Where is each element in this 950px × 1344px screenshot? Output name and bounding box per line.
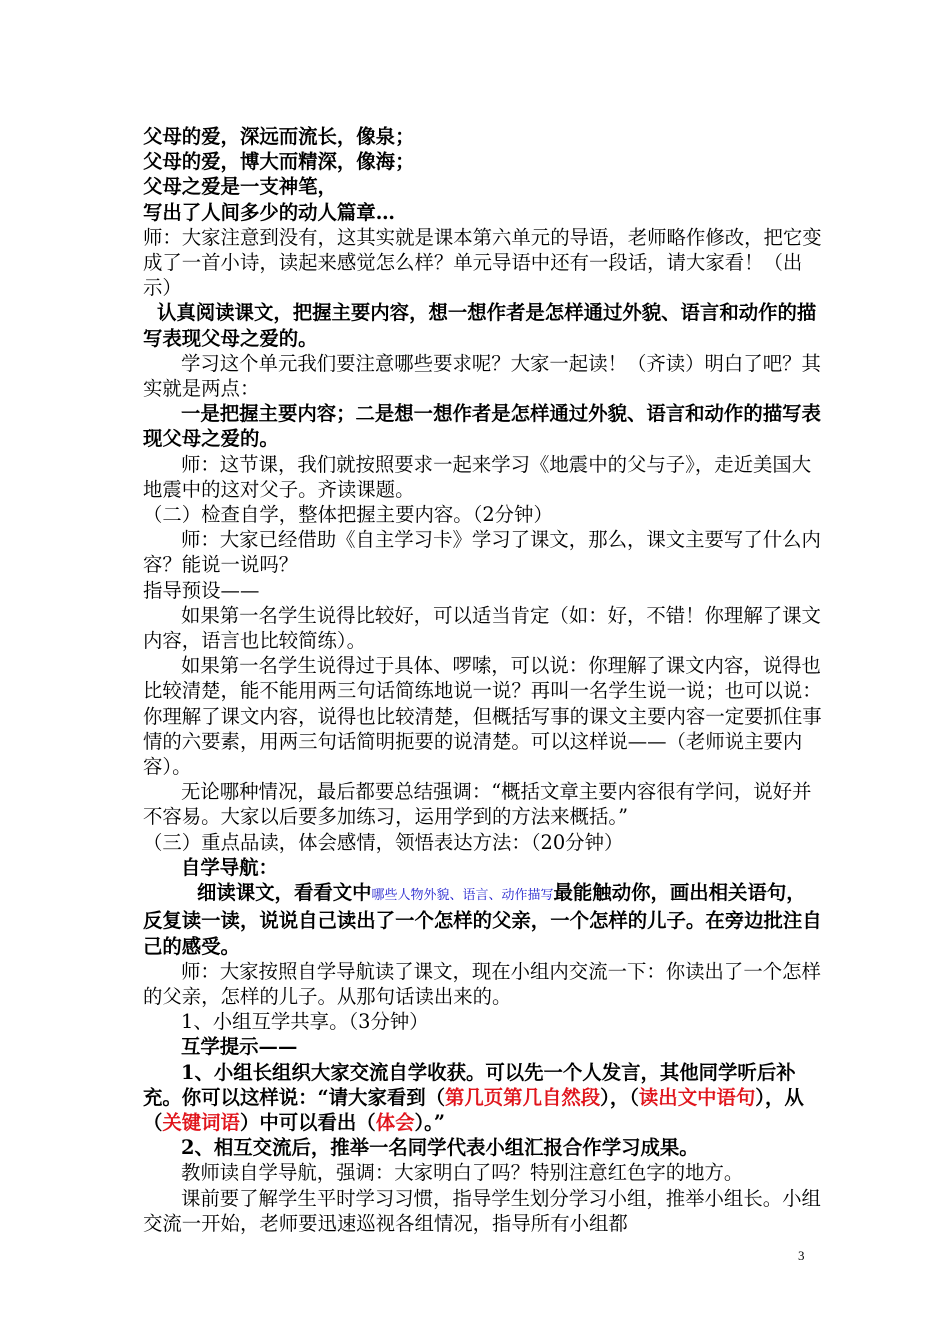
- poem-line: 父母的爱，博大而精深，像海；: [143, 150, 415, 174]
- unit-guide-quote: 认真阅读课文，把握主要内容，想一想作者是怎样通过外貌、语言和动作的描写表现父母之爱的。: [143, 301, 817, 350]
- document-body: [143, 124, 823, 1236]
- red-text: 读出文中语句: [638, 1085, 756, 1109]
- paragraph: 指导预设——: [143, 578, 260, 602]
- self-study-heading: 自学导航：: [181, 855, 278, 879]
- peer-study-tip-1: 1、小组长组织大家交流自学收获。可以先一个人发言，其他同学听后补充。你可以这样说：“请大家看到（第几页第几自然段），（读出文中语句），从（关键词语）中可以看出（体会）。”: [143, 1060, 804, 1134]
- red-text: 第几页第几自然段: [445, 1085, 601, 1109]
- section-heading: （二）检查自学，整体把握主要内容。（2分钟）: [143, 503, 553, 527]
- peer-study-tip-2: 2、相互交流后，推举一名同学代表小组汇报合作学习成果。: [181, 1136, 699, 1160]
- red-text: 体会: [375, 1110, 415, 1134]
- paragraph: 师：这节课，我们就按照要求一起来学习《地震中的父与子》，走近美国大地震中的这对父子。齐读课题。: [143, 452, 812, 501]
- section-heading: （三）重点品读，体会感情，领悟表达方法：（20分钟）: [143, 830, 624, 854]
- red-text: 关键词语: [162, 1110, 240, 1134]
- paragraph: 1、小组互学共享。（3分钟）: [181, 1010, 429, 1034]
- page-number: 3: [798, 1248, 805, 1263]
- poem-line: 父母之爱是一支神笔，: [143, 175, 337, 199]
- paragraph: 师：大家已经借助《自主学习卡》学习了课文，那么，课文主要写了什么内容？能说一说吗？: [143, 528, 821, 577]
- paragraph: 教师读自学导航，强调：大家明白了吗？特别注意红色字的地方。: [181, 1161, 744, 1185]
- paragraph: 如果第一名学生说得过于具体、啰嗦，可以说：你理解了课文内容，说得也比较清楚，能不能用两三句话简练地说一说？再叫一名学生说一说；也可以说：你理解了课文内容，说得也比较清楚，但概括写事的课文主要内容一定要抓住事情的六要素，用两三句话简明扼要的说清楚。可以这样说——（老师说主要内容）。: [143, 654, 822, 779]
- paragraph: 如果第一名学生说得比较好，可以适当肯定（如：好，不错！你理解了课文内容，语言也比较简练）。: [143, 603, 821, 653]
- paragraph: 师：大家注意到没有，这其实就是课本第六单元的导语，老师略作修改，把它变成了一首小诗，读起来感觉怎么样？单元导语中还有一段话，请大家看！（出示）: [143, 225, 822, 300]
- paragraph: 无论哪种情况，最后都要总结强调：“概括文章主要内容很有学问，说好并不容易。大家以后要多加练习，运用学到的方法来概括。”: [143, 780, 812, 829]
- self-study-guide: 细读课文，看看文中哪些人物外貌、语言、动作描写最能触动你，画出相关语句，反复读一读，说说自己读出了一个怎样的父亲，一个怎样的儿子。在旁边批注自己的感受。: [143, 881, 822, 958]
- key-points: 一是把握主要内容；二是想一想作者是怎样通过外貌、语言和动作的描写表现父母之爱的。: [143, 402, 821, 451]
- highlight-text: 哪些人物外貌、语言、动作描写: [371, 888, 554, 904]
- paragraph: 课前要了解学生平时学习习惯，指导学生划分学习小组，推举小组长。小组交流一开始，老师要迅速巡视各组情况，指导所有小组都: [143, 1186, 821, 1235]
- paragraph: 学习这个单元我们要注意哪些要求呢？大家一起读！（齐读）明白了吧？其实就是两点：: [143, 351, 821, 401]
- poem-line: 父母的爱，深远而流长，像泉；: [143, 125, 415, 148]
- poem-line: 写出了人间多少的动人篇章…: [143, 200, 396, 224]
- peer-study-heading: 互学提示——: [181, 1035, 298, 1059]
- paragraph: 师：大家按照自学导航读了课文，现在小组内交流一下：你读出了一个怎样的父亲，怎样的儿子。从那句话读出来的。: [143, 959, 821, 1008]
